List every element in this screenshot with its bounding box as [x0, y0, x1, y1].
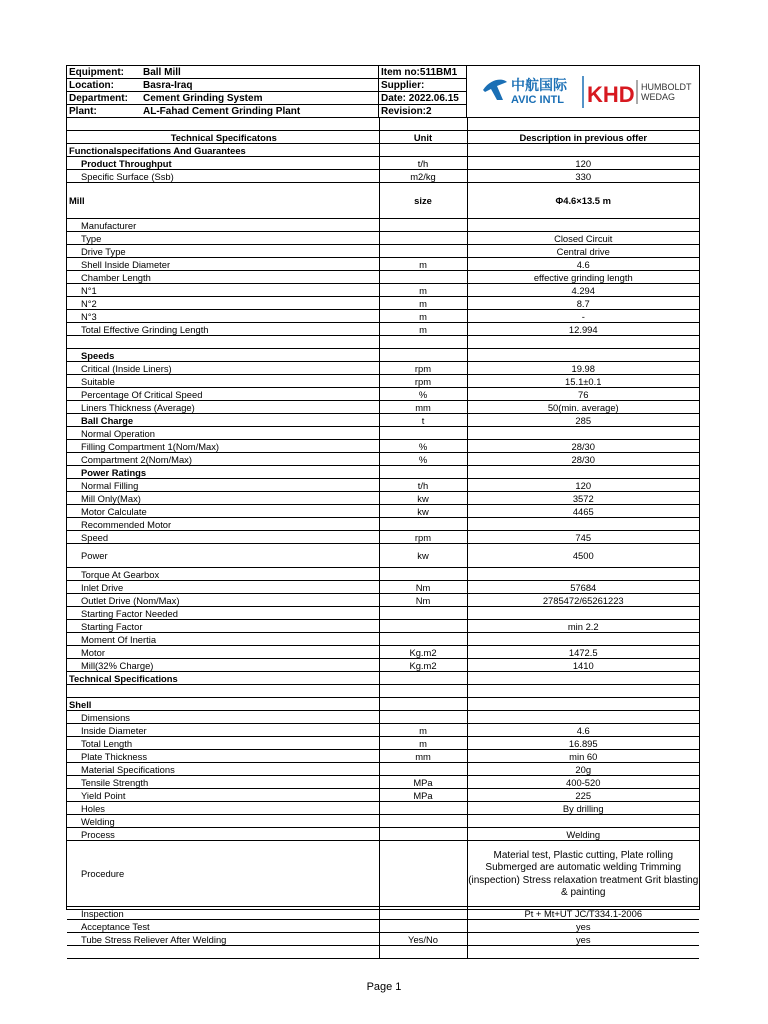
cell-spec: N°3: [67, 310, 379, 323]
cell-unit: mm: [379, 750, 467, 763]
cell-description: [467, 633, 699, 646]
cell-unit: MPa: [379, 789, 467, 802]
cell-spec: Mill: [67, 183, 379, 219]
cell-unit: m: [379, 724, 467, 737]
cell-description: Description in previous offer: [467, 131, 699, 144]
cell-spec: Acceptance Test: [67, 920, 379, 933]
equipment-value: Ball Mill: [143, 67, 181, 78]
cell-spec: Shell Inside Diameter: [67, 258, 379, 271]
cell-spec: Normal Operation: [67, 427, 379, 440]
table-row: [67, 310, 699, 323]
cell-spec: Normal Filling: [67, 479, 379, 492]
cell-description: 4465: [467, 505, 699, 518]
cell-description: [467, 672, 699, 685]
table-row: [67, 144, 699, 157]
table-row: [67, 131, 699, 144]
cell-description: 15.1±0.1: [467, 375, 699, 388]
cell-spec: Technical Specificatons: [67, 131, 379, 144]
date: Date: 2022.06.15: [381, 93, 459, 104]
cell-spec: Compartment 2(Nom/Max): [67, 453, 379, 466]
cell-description: min 2.2: [467, 620, 699, 633]
cell-spec: Drive Type: [67, 245, 379, 258]
revision: Revision:2: [381, 106, 432, 117]
cell-spec: Torque At Gearbox: [67, 568, 379, 581]
cell-spec: Manufacturer: [67, 219, 379, 232]
department-label: Department:: [69, 93, 128, 104]
cell-unit: [379, 828, 467, 841]
cell-spec: [67, 685, 379, 698]
cell-unit: m: [379, 284, 467, 297]
cell-unit: kw: [379, 492, 467, 505]
cell-unit: Nm: [379, 581, 467, 594]
cell-description: 76: [467, 388, 699, 401]
cell-description: Central drive: [467, 245, 699, 258]
cell-description: 1410: [467, 659, 699, 672]
cell-spec: Inside Diameter: [67, 724, 379, 737]
department-value: Cement Grinding System: [143, 93, 263, 104]
cell-spec: [67, 336, 379, 349]
cell-spec: Starting Factor: [67, 620, 379, 633]
supplier-label: Supplier:: [381, 80, 425, 91]
cell-unit: size: [379, 183, 467, 219]
cell-spec: Shell: [67, 698, 379, 711]
table-row: [67, 907, 699, 920]
table-row: [67, 711, 699, 724]
header-block: [67, 66, 699, 118]
cell-unit: [379, 763, 467, 776]
cell-unit: Kg.m2: [379, 646, 467, 659]
cell-spec: Filling Compartment 1(Nom/Max): [67, 440, 379, 453]
cell-unit: %: [379, 388, 467, 401]
cell-unit: [379, 907, 467, 920]
cell-unit: Nm: [379, 594, 467, 607]
cell-unit: [379, 711, 467, 724]
cell-spec: Mill Only(Max): [67, 492, 379, 505]
cell-spec: Suitable: [67, 375, 379, 388]
table-row: [67, 685, 699, 698]
page-number: Page 1: [366, 981, 402, 993]
cell-unit: [379, 232, 467, 245]
cell-unit: [379, 271, 467, 284]
cell-description: Welding: [467, 828, 699, 841]
cell-unit: rpm: [379, 375, 467, 388]
table-row: [67, 349, 699, 362]
table-row: [67, 388, 699, 401]
cell-unit: [379, 568, 467, 581]
table-row: [67, 183, 699, 219]
cell-spec: Moment Of Inertia: [67, 633, 379, 646]
cell-unit: [379, 633, 467, 646]
location-label: Location:: [69, 80, 114, 91]
cell-description: 4.6: [467, 724, 699, 737]
cell-unit: t: [379, 414, 467, 427]
cell-spec: Functionalspecifations And Guarantees: [67, 144, 379, 157]
plant-value: AL-Fahad Cement Grinding Plant: [143, 106, 301, 117]
cell-description: -: [467, 310, 699, 323]
table-row: [67, 737, 699, 750]
cell-description: Material test, Plastic cutting, Plate rolling Submerged are automatic welding Trimming (inspection) Stress relaxation treatment Grit blasting & painting: [467, 841, 699, 907]
table-row: [67, 659, 699, 672]
cell-unit: m: [379, 323, 467, 336]
table-row: [67, 362, 699, 375]
cell-description: 285: [467, 414, 699, 427]
cell-description: yes: [467, 920, 699, 933]
cell-spec: Motor: [67, 646, 379, 659]
cell-description: 16.895: [467, 737, 699, 750]
khd-mark: KHD: [587, 82, 635, 107]
cell-unit: [379, 349, 467, 362]
cell-unit: m: [379, 297, 467, 310]
cell-spec: Yield Point: [67, 789, 379, 802]
cell-spec: Inlet Drive: [67, 581, 379, 594]
cell-unit: [379, 672, 467, 685]
cell-spec: Total Length: [67, 737, 379, 750]
cell-unit: [379, 946, 467, 959]
cell-spec: Mill(32% Charge): [67, 659, 379, 672]
table-row: [67, 466, 699, 479]
cell-description: 20g: [467, 763, 699, 776]
cell-description: effective grinding length: [467, 271, 699, 284]
cell-unit: %: [379, 453, 467, 466]
cell-unit: kw: [379, 544, 467, 568]
cell-unit: mm: [379, 401, 467, 414]
table-row: [67, 518, 699, 531]
cell-unit: m: [379, 258, 467, 271]
company-logos: [473, 70, 699, 114]
cell-unit: rpm: [379, 531, 467, 544]
cell-description: [467, 118, 699, 131]
cell-unit: [379, 118, 467, 131]
table-row: [67, 271, 699, 284]
cell-description: 28/30: [467, 453, 699, 466]
cell-spec: Tensile Strength: [67, 776, 379, 789]
cell-description: 400-520: [467, 776, 699, 789]
table-row: [67, 453, 699, 466]
table-row: [67, 258, 699, 271]
cell-description: 12.994: [467, 323, 699, 336]
table-row: [67, 219, 699, 232]
table-row: [67, 232, 699, 245]
cell-description: 745: [467, 531, 699, 544]
cell-spec: Welding: [67, 815, 379, 828]
table-row: [67, 750, 699, 763]
table-row: [67, 505, 699, 518]
cell-description: 4.294: [467, 284, 699, 297]
cell-unit: Unit: [379, 131, 467, 144]
table-row: [67, 841, 699, 907]
cell-description: [467, 144, 699, 157]
table-row: [67, 581, 699, 594]
table-row: [67, 698, 699, 711]
cell-spec: Speeds: [67, 349, 379, 362]
cell-spec: Type: [67, 232, 379, 245]
table-row: [67, 323, 699, 336]
wedag-text: WEDAG: [641, 92, 676, 102]
table-row: [67, 401, 699, 414]
table-row: [67, 414, 699, 427]
cell-description: [467, 349, 699, 362]
cell-spec: Recommended Motor: [67, 518, 379, 531]
cell-description: 120: [467, 157, 699, 170]
cell-spec: [67, 946, 379, 959]
cell-unit: [379, 698, 467, 711]
cell-unit: Kg.m2: [379, 659, 467, 672]
cell-unit: [379, 920, 467, 933]
cell-unit: t/h: [379, 157, 467, 170]
cell-unit: rpm: [379, 362, 467, 375]
table-row: [67, 920, 699, 933]
cell-unit: [379, 427, 467, 440]
cell-description: By drilling: [467, 802, 699, 815]
cell-spec: Specific Surface (Ssb): [67, 170, 379, 183]
table-row: [67, 607, 699, 620]
cell-description: Pt + Mt+UT JC/T334.1-2006: [467, 907, 699, 920]
table-row: [67, 776, 699, 789]
table-row: [67, 245, 699, 258]
cell-spec: Holes: [67, 802, 379, 815]
table-row: [67, 375, 699, 388]
cell-description: 8.7: [467, 297, 699, 310]
cell-description: 19.98: [467, 362, 699, 375]
cell-description: [467, 568, 699, 581]
cell-unit: [379, 219, 467, 232]
avic-logo-en: AVIC INTL: [511, 94, 564, 106]
cell-unit: m: [379, 310, 467, 323]
table-row: [67, 479, 699, 492]
cell-description: Φ4.6×13.5 m: [467, 183, 699, 219]
khd-logo: [587, 80, 692, 107]
table-row: [67, 633, 699, 646]
table-row: [67, 763, 699, 776]
equipment-label: Equipment:: [69, 67, 124, 78]
avic-logo-cn: 中航国际: [511, 78, 567, 94]
cell-spec: Liners Thickness (Average): [67, 401, 379, 414]
cell-description: 1472.5: [467, 646, 699, 659]
cell-spec: Motor Calculate: [67, 505, 379, 518]
cell-unit: [379, 245, 467, 258]
cell-description: [467, 607, 699, 620]
cell-description: [467, 946, 699, 959]
table-row: [67, 724, 699, 737]
table-row: [67, 336, 699, 349]
cell-spec: Material Specifications: [67, 763, 379, 776]
cell-spec: Starting Factor Needed: [67, 607, 379, 620]
cell-spec: Inspection: [67, 907, 379, 920]
cell-description: 50(min. average): [467, 401, 699, 414]
cell-description: 120: [467, 479, 699, 492]
cell-description: Closed Circuit: [467, 232, 699, 245]
table-row: [67, 297, 699, 310]
cell-description: 4.6: [467, 258, 699, 271]
cell-description: [467, 815, 699, 828]
cell-spec: Process: [67, 828, 379, 841]
cell-spec: Plate Thickness: [67, 750, 379, 763]
cell-unit: kw: [379, 505, 467, 518]
cell-spec: Speed: [67, 531, 379, 544]
cell-unit: [379, 336, 467, 349]
cell-spec: Power Ratings: [67, 466, 379, 479]
cell-spec: N°2: [67, 297, 379, 310]
cell-description: [467, 219, 699, 232]
cell-description: 28/30: [467, 440, 699, 453]
cell-description: 330: [467, 170, 699, 183]
cell-unit: [379, 518, 467, 531]
humboldt-text: HUMBOLDT: [641, 82, 692, 92]
cell-unit: [379, 815, 467, 828]
table-row: [67, 118, 699, 131]
cell-spec: Product Throughput: [67, 157, 379, 170]
table-row: [67, 802, 699, 815]
cell-unit: [379, 802, 467, 815]
cell-description: 2785472/65261223: [467, 594, 699, 607]
cell-description: [467, 698, 699, 711]
cell-unit: [379, 607, 467, 620]
cell-spec: Procedure: [67, 841, 379, 907]
spec-sheet: [66, 65, 700, 945]
table-row: [67, 531, 699, 544]
location-value: Basra-Iraq: [143, 80, 193, 91]
table-row: [67, 492, 699, 505]
cell-unit: Yes/No: [379, 933, 467, 946]
cell-spec: [67, 118, 379, 131]
table-row: [67, 646, 699, 659]
cell-unit: m: [379, 737, 467, 750]
cell-description: [467, 466, 699, 479]
cell-description: [467, 711, 699, 724]
cell-unit: [379, 685, 467, 698]
cell-unit: [379, 144, 467, 157]
avic-logo: [483, 77, 568, 106]
table-row: [67, 284, 699, 297]
cell-spec: Technical Specifications: [67, 672, 379, 685]
cell-description: [467, 518, 699, 531]
table-row: [67, 828, 699, 841]
cell-unit: [379, 466, 467, 479]
cell-description: 4500: [467, 544, 699, 568]
table-row: [67, 170, 699, 183]
table-row: [67, 946, 699, 959]
item-no: Item no:511BM1: [381, 67, 458, 78]
cell-description: 57684: [467, 581, 699, 594]
cell-spec: Total Effective Grinding Length: [67, 323, 379, 336]
cell-description: 225: [467, 789, 699, 802]
cell-spec: Critical (Inside Liners): [67, 362, 379, 375]
cell-description: [467, 427, 699, 440]
cell-spec: Power: [67, 544, 379, 568]
table-row: [67, 933, 699, 946]
cell-spec: Percentage Of Critical Speed: [67, 388, 379, 401]
cell-spec: Dimensions: [67, 711, 379, 724]
cell-description: [467, 685, 699, 698]
cell-description: min 60: [467, 750, 699, 763]
table-row: [67, 568, 699, 581]
table-row: [67, 594, 699, 607]
cell-spec: Tube Stress Reliever After Welding: [67, 933, 379, 946]
cell-unit: t/h: [379, 479, 467, 492]
table-row: [67, 789, 699, 802]
table-row: [67, 427, 699, 440]
spec-table: [67, 118, 699, 959]
table-row: [67, 544, 699, 568]
cell-unit: [379, 620, 467, 633]
cell-spec: Ball Charge: [67, 414, 379, 427]
table-row: [67, 157, 699, 170]
cell-spec: Chamber Length: [67, 271, 379, 284]
table-row: [67, 672, 699, 685]
cell-spec: N°1: [67, 284, 379, 297]
plant-label: Plant:: [69, 106, 97, 117]
cell-unit: MPa: [379, 776, 467, 789]
cell-unit: %: [379, 440, 467, 453]
cell-unit: [379, 841, 467, 907]
cell-description: [467, 336, 699, 349]
cell-spec: Outlet Drive (Nom/Max): [67, 594, 379, 607]
cell-description: yes: [467, 933, 699, 946]
cell-unit: m2/kg: [379, 170, 467, 183]
cell-description: 3572: [467, 492, 699, 505]
table-row: [67, 440, 699, 453]
table-row: [67, 815, 699, 828]
table-row: [67, 620, 699, 633]
